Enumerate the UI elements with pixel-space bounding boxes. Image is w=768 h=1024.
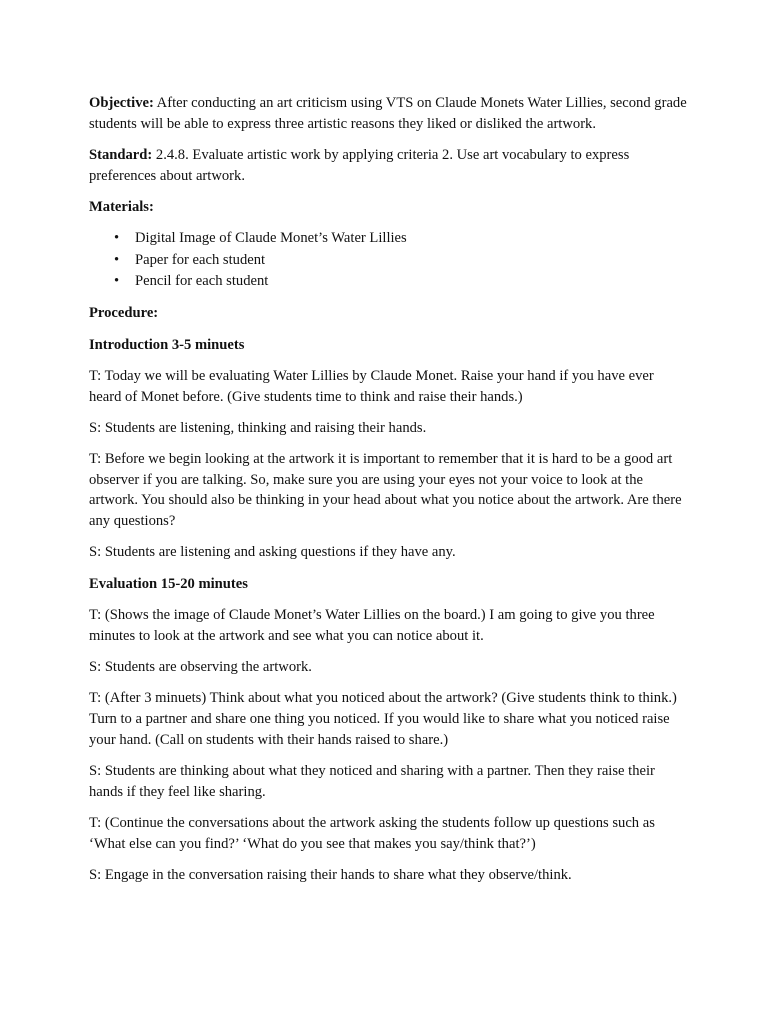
introduction-student-paragraph: S: Students are listening, thinking and raising their hands. — [89, 419, 427, 436]
introduction-heading: Introduction 3-5 minuets — [89, 336, 245, 353]
standard-paragraph — [89, 145, 689, 187]
standard-text: 2.4.8. Evaluate artistic work by applying criteria 2. Use art vocabulary to express preferences about artwork. — [89, 146, 630, 184]
introduction-teacher-paragraph: T: Before we begin looking at the artwork it is important to remember that it is hard to be a good art observer if you are talking. So, make sure you are using your eyes not your voice to look at the artwork. You should also be thinking in your head about what you notice about the artwork. Are there any questions? — [89, 450, 682, 530]
list-item — [89, 271, 689, 293]
materials-item-text: Paper for each student — [135, 251, 266, 268]
procedure-heading: Procedure: — [89, 305, 159, 322]
lesson-plan-page — [89, 93, 689, 896]
evaluation-student-paragraph: S: Students are thinking about what they noticed and sharing with a partner. Then they raise their hands if they feel like sharing. — [89, 762, 655, 800]
evaluation-teacher-paragraph: T: (Shows the image of Claude Monet’s Water Lillies on the board.) I am going to give you three minutes to look at the artwork and see what you can notice about it. — [89, 606, 655, 644]
materials-item-text: Pencil for each student — [135, 273, 269, 290]
bullet-icon: • — [114, 273, 120, 290]
materials-item-text: Digital Image of Claude Monet’s Water Lillies — [135, 230, 407, 247]
materials-heading: Materials: — [89, 198, 154, 215]
standard-label: Standard: — [89, 146, 153, 163]
evaluation-teacher-paragraph: T: (Continue the conversations about the artwork asking the students follow up questions such as ‘What else can you find?’ ‘What do you see that makes you say/think that?’) — [89, 814, 655, 852]
introduction-student-paragraph: S: Students are listening and asking questions if they have any. — [89, 544, 456, 561]
evaluation-student-paragraph: S: Students are observing the artwork. — [89, 658, 312, 675]
objective-paragraph — [89, 93, 689, 135]
objective-label: Objective: — [89, 95, 154, 111]
evaluation-student-paragraph: S: Engage in the conversation raising their hands to share what they observe/think. — [89, 866, 572, 883]
bullet-icon: • — [114, 230, 120, 247]
list-item — [89, 228, 689, 250]
evaluation-teacher-paragraph: T: (After 3 minuets) Think about what you noticed about the artwork? (Give students think to think.) Turn to a partner and share one thing you noticed. If you would like to share what you noticed raise your hand. (Call on students with their hands raised to share.) — [89, 690, 677, 748]
evaluation-heading: Evaluation 15-20 minutes — [89, 575, 248, 592]
materials-list — [89, 228, 689, 293]
introduction-teacher-paragraph: T: Today we will be evaluating Water Lillies by Claude Monet. Raise your hand if you have ever heard of Monet before. (Give students time to think and raise their hands.) — [89, 367, 654, 405]
bullet-icon: • — [114, 251, 120, 268]
objective-text: After conducting an art criticism using VTS on Claude Monets Water Lillies, second grade students will be able to express three artistic reasons they liked or disliked the artwork. — [89, 95, 687, 132]
list-item — [89, 250, 689, 272]
